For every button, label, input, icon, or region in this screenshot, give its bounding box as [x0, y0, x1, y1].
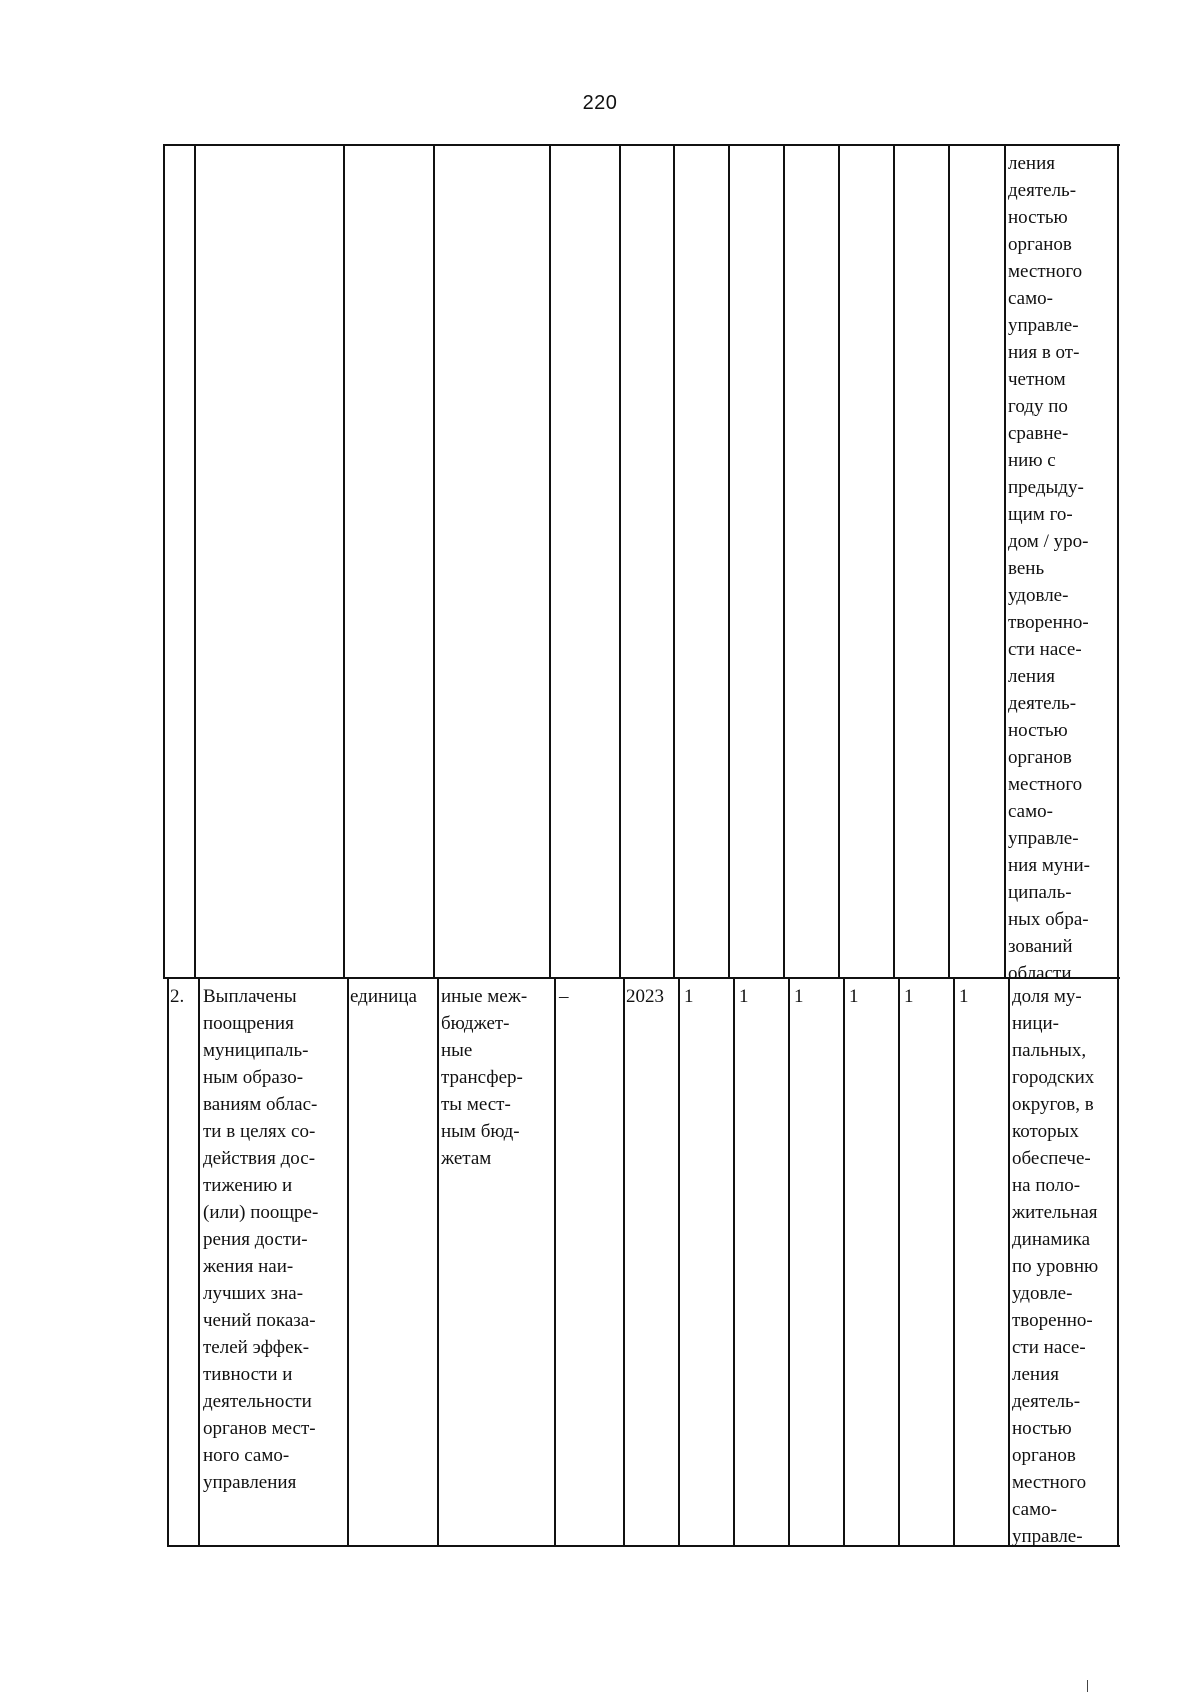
value-cell: 1 — [904, 986, 914, 1007]
page-number: 220 — [582, 92, 618, 114]
column-border — [843, 977, 845, 1547]
row-divider — [163, 977, 1120, 979]
value-cell: 1 — [794, 986, 804, 1007]
column-border — [948, 144, 950, 979]
value-cell: 1 — [684, 986, 694, 1007]
unit-cell: единица — [350, 986, 417, 1007]
value-cell: 1 — [959, 986, 969, 1007]
column-border — [343, 144, 345, 979]
column-border — [898, 977, 900, 1547]
column-border — [619, 144, 621, 979]
column-border — [1008, 977, 1010, 1547]
column-border — [728, 144, 730, 979]
column-border — [194, 144, 196, 979]
scan-mark — [1087, 1680, 1088, 1692]
column-border — [673, 144, 675, 979]
base-value-cell: – — [559, 986, 569, 1007]
indicator-cell: доля му- ници- пальных, городских округов, в которых обеспече- на поло- жительная динамика по уровню удовле- творенно- сти насе- ления деятель- ностью органов местного само- управле- — [1012, 986, 1099, 1547]
row-number-cell: 2. — [170, 986, 185, 1007]
source-cell: иные меж- бюджет- ные трансфер- ты мест- ным бюд- жетам — [441, 986, 528, 1169]
column-border — [838, 144, 840, 979]
value-cell: 1 — [739, 986, 749, 1007]
column-border — [623, 977, 625, 1547]
event-name-cell: Выплачены поощрения муниципаль- ным образо- ваниям облас- ти в целях со- действия дос- тижению и (или) поощре- рения дости- жения наи- лучших зна- чений показа- телей эффек- тивности и деятельности органов мест- ного само- управления — [203, 986, 319, 1493]
table-bottom-border — [167, 1545, 1120, 1547]
column-border — [733, 977, 735, 1547]
column-border — [554, 977, 556, 1547]
column-border — [788, 977, 790, 1547]
column-border — [1004, 144, 1006, 979]
column-border — [433, 144, 435, 979]
indicator-continuation-cell: ления деятель- ностью органов местного само- управле- ния в от- четном году по сравне- нию с предыду- щим го- дом / уро- вень удовле- творенно- сти насе- ления деятель- ностью органов местного само- управле- ния муни- ципаль- ных обра- зований области — [1008, 153, 1091, 984]
column-border — [163, 144, 165, 979]
table-top-border — [163, 144, 1120, 146]
year-cell: 2023 — [626, 986, 664, 1007]
column-border — [437, 977, 439, 1547]
column-border — [953, 977, 955, 1547]
column-border — [783, 144, 785, 979]
column-border — [678, 977, 680, 1547]
value-cell: 1 — [849, 986, 859, 1007]
column-border — [198, 977, 200, 1547]
column-border — [549, 144, 551, 979]
column-border — [893, 144, 895, 979]
column-border — [167, 977, 169, 1547]
